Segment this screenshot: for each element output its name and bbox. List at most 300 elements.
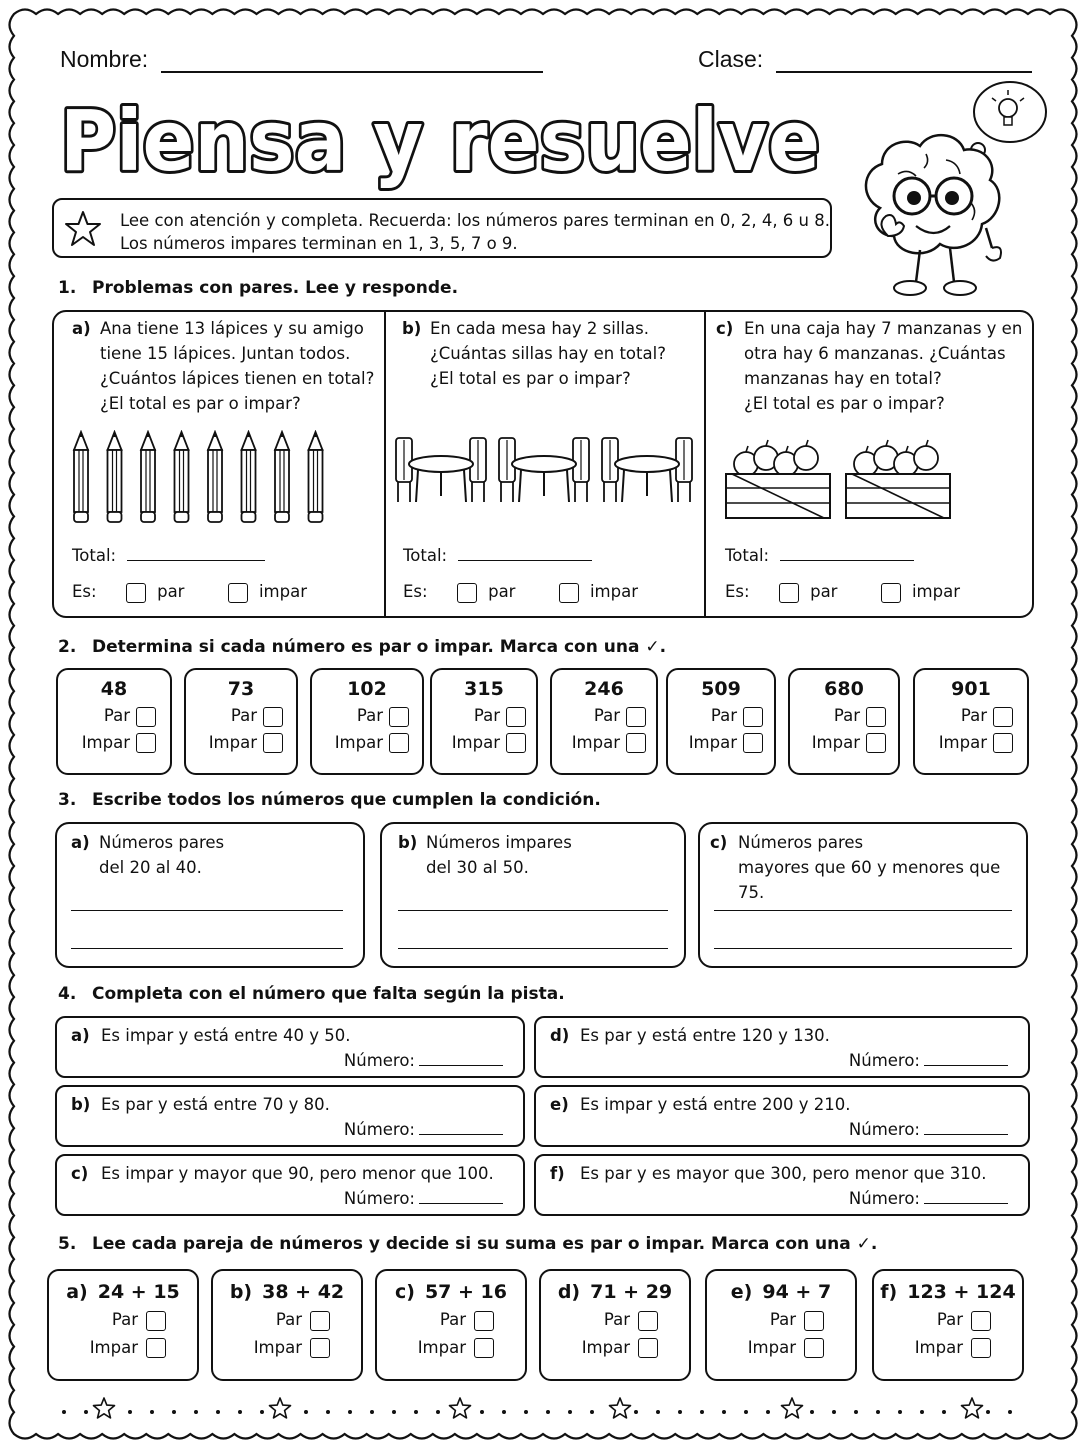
- class-line[interactable]: [776, 71, 1032, 73]
- dot-decoration: [766, 1410, 770, 1414]
- par-row: [58, 706, 170, 727]
- condition-line: del 30 al 50.: [426, 858, 529, 877]
- dot-decoration: [920, 1410, 924, 1414]
- dot-decoration: [546, 1410, 550, 1414]
- par-checkbox[interactable]: [743, 707, 763, 727]
- dot-decoration: [810, 1410, 814, 1414]
- number-answer: [344, 1189, 503, 1208]
- number-box: [430, 668, 538, 775]
- number-box: [184, 668, 298, 775]
- title-text: Piensa y resuelve: [60, 92, 820, 190]
- condition-line: Números pares: [738, 833, 864, 852]
- problem-line: Ana tiene 13 lápices y su amigo: [100, 319, 364, 338]
- parity-choice-b: [403, 582, 638, 603]
- apple-icon: [794, 446, 818, 470]
- impar-checkbox[interactable]: [263, 733, 283, 753]
- number-box: [666, 668, 776, 775]
- sum-box: [375, 1269, 527, 1381]
- par-row: [790, 706, 898, 727]
- clue-text: [550, 1164, 987, 1183]
- par-checkbox[interactable]: [389, 707, 409, 727]
- number-value: 73: [227, 678, 255, 700]
- number-answer: [849, 1120, 1008, 1139]
- dot-decoration: [568, 1410, 572, 1414]
- section-5-heading: [58, 1234, 877, 1254]
- number-label: Número:: [343, 1051, 415, 1070]
- clue-box: [534, 1154, 1030, 1216]
- impar-checkbox[interactable]: [993, 733, 1013, 753]
- impar-label: Impar: [253, 1337, 302, 1357]
- instruction-note: [52, 198, 832, 258]
- clue-sentence: Es impar y mayor que 90, pero menor que 100.: [101, 1164, 494, 1183]
- clue-text: [550, 1095, 851, 1114]
- par-label: Par: [833, 706, 860, 725]
- impar-label: Impar: [89, 1337, 138, 1357]
- total-label: Total:: [403, 546, 448, 565]
- clue-text: [71, 1095, 330, 1114]
- dot-decoration: [194, 1410, 198, 1414]
- sum-letter: d): [557, 1281, 581, 1303]
- dot-decoration: [414, 1410, 418, 1414]
- impar-checkbox[interactable]: [136, 733, 156, 753]
- dot-decoration: [172, 1410, 176, 1414]
- impar-label: Impar: [334, 732, 383, 752]
- pencil-icon: [108, 432, 122, 522]
- clue-box: [534, 1016, 1030, 1078]
- number-answer: [344, 1051, 503, 1070]
- dot-decoration: [502, 1410, 506, 1414]
- condition-line: del 20 al 40.: [99, 858, 202, 877]
- sum-letter: f): [880, 1281, 898, 1303]
- number-value: 901: [951, 678, 991, 700]
- par-label: Par: [356, 706, 383, 725]
- impar-checkbox[interactable]: [626, 733, 646, 753]
- sum-letter: c): [395, 1281, 415, 1303]
- par-label: Par: [593, 706, 620, 725]
- impar-checkbox[interactable]: [310, 1338, 330, 1358]
- problem-b: [402, 316, 666, 391]
- clue-letter: f): [550, 1164, 565, 1183]
- star-icon: [450, 1398, 471, 1418]
- sum-expression: [49, 1281, 197, 1303]
- par-label: Par: [603, 1310, 630, 1329]
- clue-text: [71, 1026, 351, 1045]
- apple-crate-icon: [846, 440, 950, 518]
- impar-row: [213, 1338, 361, 1359]
- sum-value: 123 + 124: [907, 1281, 1016, 1303]
- impar-label: Impar: [688, 732, 737, 752]
- number-label: Número:: [848, 1051, 920, 1070]
- impar-checkbox[interactable]: [804, 1338, 824, 1358]
- section-3-number: 3.: [58, 790, 77, 810]
- pencil-icon: [309, 432, 323, 522]
- number-answer-line[interactable]: [419, 1203, 503, 1204]
- problem-line: tiene 15 lápices. Juntan todos.: [100, 344, 351, 363]
- answer-line[interactable]: [398, 910, 668, 911]
- brain-mascot-icon: [850, 78, 1050, 303]
- par-label: Par: [275, 1310, 302, 1329]
- dot-decoration: [84, 1410, 88, 1414]
- es-label: Es:: [403, 582, 428, 601]
- problem-line: ¿Cuántos lápices tienen en total?: [100, 369, 375, 388]
- total-field-b: [403, 546, 592, 565]
- total-label: Total:: [725, 546, 770, 565]
- clue-box: [55, 1154, 525, 1216]
- number-answer: [849, 1189, 1008, 1208]
- impar-label: Impar: [581, 1337, 630, 1357]
- impar-label: Impar: [914, 1337, 963, 1357]
- condition-box-a: [55, 822, 365, 968]
- pencil-icon: [74, 432, 88, 522]
- table-with-chairs-icon: [602, 438, 692, 502]
- sum-expression: [541, 1281, 689, 1303]
- impar-row: [707, 1338, 855, 1359]
- column-divider: [704, 312, 706, 616]
- star-icon: [962, 1398, 983, 1418]
- number-value: 48: [100, 678, 128, 700]
- clue-box: [55, 1085, 525, 1147]
- par-row: [312, 706, 422, 727]
- dot-decoration: [62, 1410, 66, 1414]
- par-checkbox[interactable]: [779, 583, 799, 603]
- dot-decoration: [524, 1410, 528, 1414]
- par-label: Par: [960, 706, 987, 725]
- parity-choice-c: [725, 582, 960, 603]
- tables-and-chairs-illustration: [392, 432, 694, 512]
- pencil-icon: [242, 432, 256, 522]
- impar-label: impar: [911, 582, 960, 601]
- es-label: Es:: [72, 582, 97, 601]
- impar-row: [790, 733, 898, 754]
- section-5-title: Lee cada pareja de números y decide si su suma es par o impar. Marca con una ✓.: [92, 1234, 878, 1254]
- number-value: 246: [584, 678, 624, 700]
- impar-label: Impar: [81, 732, 130, 752]
- dot-decoration: [436, 1410, 440, 1414]
- total-label: Total:: [72, 546, 117, 565]
- section-3-title: Escribe todos los números que cumplen la condición.: [92, 790, 601, 810]
- sum-value: 24 + 15: [97, 1281, 180, 1303]
- clue-sentence: Es par y está entre 70 y 80.: [101, 1095, 330, 1114]
- dot-decoration: [304, 1410, 308, 1414]
- dot-decoration: [744, 1410, 748, 1414]
- impar-label: impar: [258, 582, 307, 601]
- section-4-heading: [58, 984, 565, 1004]
- star-icon: [94, 1398, 115, 1418]
- impar-label: Impar: [571, 732, 620, 752]
- impar-row: [552, 733, 656, 754]
- clue-letter: b): [71, 1095, 91, 1114]
- dot-decoration: [238, 1410, 242, 1414]
- dot-decoration: [854, 1410, 858, 1414]
- number-box: [550, 668, 658, 775]
- impar-label: impar: [589, 582, 638, 601]
- clue-sentence: Es par y es mayor que 300, pero menor que 310.: [580, 1164, 987, 1183]
- dot-decoration: [590, 1410, 594, 1414]
- sum-box: [47, 1269, 199, 1381]
- impar-checkbox[interactable]: [866, 733, 886, 753]
- impar-row: [377, 1338, 525, 1359]
- answer-line[interactable]: [71, 910, 343, 911]
- number-label: Número:: [848, 1189, 920, 1208]
- impar-checkbox[interactable]: [559, 583, 579, 603]
- total-field-c: [725, 546, 914, 565]
- dot-decoration: [722, 1410, 726, 1414]
- section-2-title: Determina si cada número es par o impar. Marca con una ✓.: [92, 637, 667, 657]
- par-row: [668, 706, 774, 727]
- sum-box: [211, 1269, 363, 1381]
- item-letter: c): [710, 833, 728, 852]
- column-divider: [384, 312, 386, 616]
- clue-sentence: Es par y está entre 120 y 130.: [580, 1026, 830, 1045]
- dot-decoration: [700, 1410, 704, 1414]
- number-answer-line[interactable]: [419, 1134, 503, 1135]
- par-checkbox[interactable]: [457, 583, 477, 603]
- par-label: Par: [230, 706, 257, 725]
- impar-checkbox[interactable]: [971, 1338, 991, 1358]
- par-checkbox[interactable]: [136, 707, 156, 727]
- number-answer-line[interactable]: [924, 1203, 1008, 1204]
- section-1-number: 1.: [58, 278, 77, 298]
- number-answer-line[interactable]: [924, 1065, 1008, 1066]
- par-label: Par: [111, 1310, 138, 1329]
- impar-checkbox[interactable]: [881, 583, 901, 603]
- dot-decoration: [150, 1410, 154, 1414]
- name-line[interactable]: [161, 71, 543, 73]
- note-line-2: Los números impares terminan en 1, 3, 5, 7 o 9.: [120, 234, 518, 253]
- dot-decoration: [986, 1410, 990, 1414]
- par-checkbox[interactable]: [993, 707, 1013, 727]
- answer-line[interactable]: [398, 948, 668, 949]
- dot-decoration: [656, 1410, 660, 1414]
- note-line-1: Lee con atención y completa. Recuerda: los números pares terminan en 0, 2, 4, 6 u 8.: [120, 211, 830, 230]
- par-checkbox[interactable]: [971, 1311, 991, 1331]
- impar-row: [312, 733, 422, 754]
- impar-row: [186, 733, 296, 754]
- problem-line: otra hay 6 manzanas. ¿Cuántas: [744, 344, 1006, 363]
- problem-line: ¿El total es par o impar?: [430, 369, 631, 388]
- number-answer-line[interactable]: [924, 1134, 1008, 1135]
- impar-row: [49, 1338, 197, 1359]
- problem-line: ¿Cuántas sillas hay en total?: [430, 344, 666, 363]
- dot-decoration: [678, 1410, 682, 1414]
- clue-letter: d): [550, 1026, 570, 1045]
- clue-text: [71, 1164, 494, 1183]
- number-answer-line[interactable]: [419, 1065, 503, 1066]
- par-label: Par: [473, 706, 500, 725]
- table-with-chairs-icon: [499, 438, 589, 502]
- par-label: par: [157, 582, 185, 601]
- par-label: Par: [710, 706, 737, 725]
- number-value: 102: [347, 678, 387, 700]
- par-label: Par: [103, 706, 130, 725]
- number-label: Número:: [343, 1120, 415, 1139]
- apple-crate-icon: [726, 440, 830, 518]
- number-value: 509: [701, 678, 741, 700]
- number-box: [56, 668, 172, 775]
- clue-letter: e): [550, 1095, 569, 1114]
- condition-box-b: [380, 822, 686, 968]
- total-answer-line[interactable]: [780, 560, 914, 561]
- number-answer: [344, 1120, 503, 1139]
- par-row: [874, 1310, 1022, 1331]
- clue-box: [55, 1016, 525, 1078]
- impar-label: Impar: [451, 732, 500, 752]
- par-checkbox[interactable]: [638, 1311, 658, 1331]
- dot-decoration: [876, 1410, 880, 1414]
- item-letter: a): [71, 833, 90, 852]
- impar-row: [58, 733, 170, 754]
- number-value: 315: [464, 678, 504, 700]
- number-box: [913, 668, 1029, 775]
- stars-decoration: [40, 1394, 1046, 1424]
- name-field: [60, 46, 543, 73]
- par-row: [707, 1310, 855, 1331]
- section-5-number: 5.: [58, 1234, 77, 1254]
- sum-value: 94 + 7: [762, 1281, 832, 1303]
- condition-line: Números impares: [426, 833, 572, 852]
- par-label: Par: [936, 1310, 963, 1329]
- par-label: Par: [439, 1310, 466, 1329]
- sum-expression: [707, 1281, 855, 1303]
- problem-line: En cada mesa hay 2 sillas.: [430, 319, 649, 338]
- impar-row: [541, 1338, 689, 1359]
- problem-c: [716, 316, 1022, 416]
- par-checkbox[interactable]: [474, 1311, 494, 1331]
- total-answer-line[interactable]: [127, 560, 265, 561]
- par-checkbox[interactable]: [626, 707, 646, 727]
- dot-decoration: [216, 1410, 220, 1414]
- item-letter: b): [398, 833, 418, 852]
- impar-label: Impar: [747, 1337, 796, 1357]
- apple-icon: [914, 446, 938, 470]
- problem-line: ¿El total es par o impar?: [100, 394, 301, 413]
- pencil-icon: [208, 432, 222, 522]
- par-row: [915, 706, 1027, 727]
- par-checkbox[interactable]: [263, 707, 283, 727]
- sum-expression: [874, 1281, 1022, 1303]
- section-1-title: Problemas con pares. Lee y responde.: [92, 278, 459, 298]
- sum-box: [872, 1269, 1024, 1381]
- dot-decoration: [392, 1410, 396, 1414]
- sum-box: [539, 1269, 691, 1381]
- problem-line: ¿El total es par o impar?: [744, 394, 945, 413]
- section-2-number: 2.: [58, 637, 77, 657]
- impar-checkbox[interactable]: [228, 583, 248, 603]
- section-4-number: 4.: [58, 984, 77, 1004]
- dot-decoration: [832, 1410, 836, 1414]
- impar-row: [432, 733, 536, 754]
- par-label: par: [488, 582, 516, 601]
- star-icon: [610, 1398, 631, 1418]
- impar-row: [668, 733, 774, 754]
- class-label: Clase:: [698, 46, 764, 72]
- page-title: [56, 82, 846, 194]
- clue-letter: a): [71, 1026, 90, 1045]
- par-checkbox[interactable]: [146, 1311, 166, 1331]
- par-checkbox[interactable]: [506, 707, 526, 727]
- star-icon: [782, 1398, 803, 1418]
- dot-decoration: [348, 1410, 352, 1414]
- pencils-illustration: [68, 430, 338, 526]
- total-field-a: [72, 546, 265, 565]
- section-1-heading: [58, 278, 458, 298]
- par-label: par: [810, 582, 838, 601]
- par-row: [552, 706, 656, 727]
- impar-label: Impar: [811, 732, 860, 752]
- sum-letter: a): [66, 1281, 88, 1303]
- parity-choice-a: [72, 582, 307, 603]
- par-label: Par: [769, 1310, 796, 1329]
- clue-sentence: Es impar y está entre 200 y 210.: [580, 1095, 851, 1114]
- dot-decoration: [898, 1410, 902, 1414]
- par-row: [541, 1310, 689, 1331]
- par-checkbox[interactable]: [804, 1311, 824, 1331]
- name-label: Nombre:: [60, 46, 149, 72]
- section-2-heading: [58, 637, 666, 657]
- par-checkbox[interactable]: [126, 583, 146, 603]
- impar-checkbox[interactable]: [389, 733, 409, 753]
- sum-value: 38 + 42: [262, 1281, 345, 1303]
- sum-expression: [213, 1281, 361, 1303]
- impar-checkbox[interactable]: [474, 1338, 494, 1358]
- impar-label: Impar: [208, 732, 257, 752]
- impar-row: [915, 733, 1027, 754]
- par-row: [377, 1310, 525, 1331]
- dot-decoration: [370, 1410, 374, 1414]
- total-answer-line[interactable]: [458, 560, 592, 561]
- condition-line: mayores que 60 y menores que 75.: [738, 858, 1001, 902]
- answer-line[interactable]: [71, 948, 343, 949]
- sum-value: 71 + 29: [590, 1281, 673, 1303]
- pencil-icon: [175, 432, 189, 522]
- impar-checkbox[interactable]: [506, 733, 526, 753]
- number-answer: [849, 1051, 1008, 1070]
- par-row: [186, 706, 296, 727]
- answer-line[interactable]: [714, 948, 1012, 949]
- section-4-title: Completa con el número que falta según la pista.: [92, 984, 565, 1004]
- impar-checkbox[interactable]: [743, 733, 763, 753]
- impar-checkbox[interactable]: [638, 1338, 658, 1358]
- problem-line: manzanas hay en total?: [744, 369, 942, 388]
- dot-decoration: [480, 1410, 484, 1414]
- condition-line: Números pares: [99, 833, 225, 852]
- dot-decoration: [128, 1410, 132, 1414]
- problem-a: [72, 316, 374, 416]
- par-row: [432, 706, 536, 727]
- sum-expression: [377, 1281, 525, 1303]
- section-3-heading: [58, 790, 601, 810]
- apple-crates-illustration: [724, 438, 974, 528]
- dot-decoration: [326, 1410, 330, 1414]
- impar-label: Impar: [938, 732, 987, 752]
- number-box: [310, 668, 424, 775]
- answer-line[interactable]: [714, 910, 1012, 911]
- condition-box-c: [698, 822, 1028, 968]
- impar-row: [874, 1338, 1022, 1359]
- dot-decoration: [942, 1410, 946, 1414]
- clue-sentence: Es impar y está entre 40 y 50.: [101, 1026, 351, 1045]
- problem-letter: b): [402, 319, 422, 338]
- problem-line: En una caja hay 7 manzanas y en: [744, 319, 1023, 338]
- par-row: [49, 1310, 197, 1331]
- par-checkbox[interactable]: [866, 707, 886, 727]
- par-checkbox[interactable]: [310, 1311, 330, 1331]
- star-icon: [270, 1398, 291, 1418]
- number-value: 680: [824, 678, 864, 700]
- pencil-icon: [275, 432, 289, 522]
- impar-checkbox[interactable]: [146, 1338, 166, 1358]
- number-box: [788, 668, 900, 775]
